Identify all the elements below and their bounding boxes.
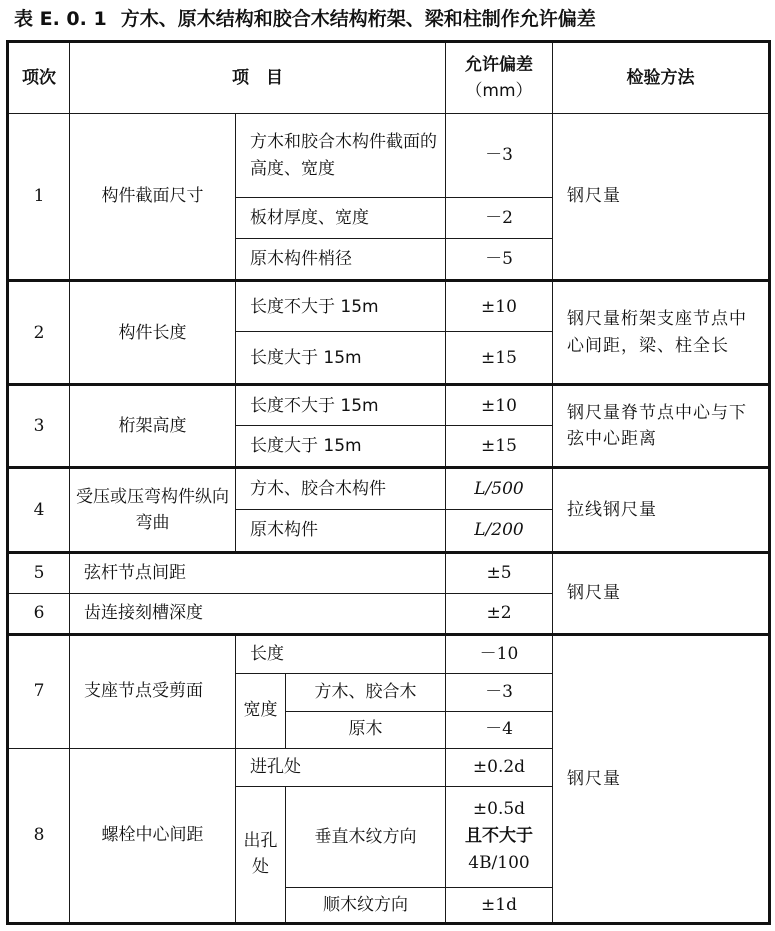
row-item: 弦杆节点间距 <box>70 552 446 593</box>
row-subitem: 原木构件梢径 <box>236 239 446 281</box>
row-method: 钢尺量 <box>553 552 770 634</box>
row-tolerance: ±15 <box>446 426 553 468</box>
row-tolerance: －3 <box>446 673 553 711</box>
row-subitem: 长度不大于 15m <box>236 385 446 426</box>
header-index: 项次 <box>8 42 70 114</box>
row-tolerance-line: ±0.5d <box>472 798 526 819</box>
row-subitem: 板材厚度、宽度 <box>236 198 446 239</box>
row-item: 螺栓中心间距 <box>70 748 236 923</box>
row-tolerance: L/500 <box>446 468 553 510</box>
table-caption: 方木、原木结构和胶合木结构桁架、梁和柱制作允许偏差 <box>120 8 596 30</box>
row-item: 构件截面尺寸 <box>70 114 236 281</box>
row-item: 齿连接刻槽深度 <box>70 593 446 634</box>
header-method: 检验方法 <box>553 42 770 114</box>
row-tolerance: ±0.2d <box>446 748 553 786</box>
header-tolerance-line2: （mm） <box>465 81 533 102</box>
row-index: 8 <box>8 748 70 923</box>
table-row <box>8 552 770 593</box>
row-index: 5 <box>8 552 70 593</box>
row-subitem: 方木、胶合木构件 <box>236 468 446 510</box>
row-subitem: 原木构件 <box>236 510 446 552</box>
row-tolerance: ±2 <box>446 593 553 634</box>
row-method: 拉线钢尺量 <box>553 468 770 552</box>
row-item: 支座节点受剪面 <box>70 634 236 748</box>
row-index: 4 <box>8 468 70 552</box>
row-tolerance: ±1d <box>446 887 553 923</box>
row-tolerance-line: 4B/100 <box>468 853 530 874</box>
row-subitem: 方木和胶合木构件截面的高度、宽度 <box>236 114 446 198</box>
tolerance-table <box>6 40 771 925</box>
row-tolerance: －3 <box>446 114 553 198</box>
row-subitem: 方木、胶合木 <box>286 673 446 711</box>
row-index: 7 <box>8 634 70 748</box>
row-subitem: 长度 <box>236 634 446 673</box>
row-tolerance-line: 且不大于 <box>465 826 533 847</box>
table-row <box>8 634 770 673</box>
row-index: 3 <box>8 385 70 468</box>
row-subitem: 长度大于 15m <box>236 426 446 468</box>
row-tolerance: L/200 <box>446 510 553 552</box>
row-method: 钢尺量桁架支座节点中心间距，梁、柱全长 <box>553 281 770 385</box>
row-subgroup: 宽度 <box>236 673 286 748</box>
row-tolerance: －5 <box>446 239 553 281</box>
table-number: 表 E. 0. 1 <box>14 8 107 30</box>
row-index: 1 <box>8 114 70 281</box>
row-method: 钢尺量脊节点中心与下弦中心距离 <box>553 385 770 468</box>
row-subitem: 顺木纹方向 <box>286 887 446 923</box>
row-method: 钢尺量 <box>553 634 770 923</box>
table-row <box>8 385 770 426</box>
row-index: 2 <box>8 281 70 385</box>
row-item: 桁架高度 <box>70 385 236 468</box>
row-subitem: 垂直木纹方向 <box>286 786 446 887</box>
row-tolerance: －2 <box>446 198 553 239</box>
row-subitem: 原木 <box>286 711 446 748</box>
table-row <box>8 114 770 198</box>
table-title <box>14 4 764 34</box>
row-method: 钢尺量 <box>553 114 770 281</box>
row-tolerance: －4 <box>446 711 553 748</box>
row-index: 6 <box>8 593 70 634</box>
row-subitem: 进孔处 <box>236 748 446 786</box>
row-tolerance <box>446 786 553 887</box>
header-row <box>8 42 770 114</box>
header-item: 项 目 <box>70 42 446 114</box>
row-subitem: 长度大于 15m <box>236 332 446 385</box>
row-tolerance: ±10 <box>446 281 553 332</box>
row-tolerance: ±5 <box>446 552 553 593</box>
row-subitem: 长度不大于 15m <box>236 281 446 332</box>
header-tolerance <box>446 42 553 114</box>
row-item: 受压或压弯构件纵向弯曲 <box>70 468 236 552</box>
row-tolerance: ±10 <box>446 385 553 426</box>
row-item: 构件长度 <box>70 281 236 385</box>
header-tolerance-line1: 允许偏差 <box>465 54 533 75</box>
row-tolerance: －10 <box>446 634 553 673</box>
row-tolerance: ±15 <box>446 332 553 385</box>
table-row <box>8 468 770 510</box>
table-row <box>8 281 770 332</box>
row-subgroup: 出孔处 <box>236 786 286 923</box>
